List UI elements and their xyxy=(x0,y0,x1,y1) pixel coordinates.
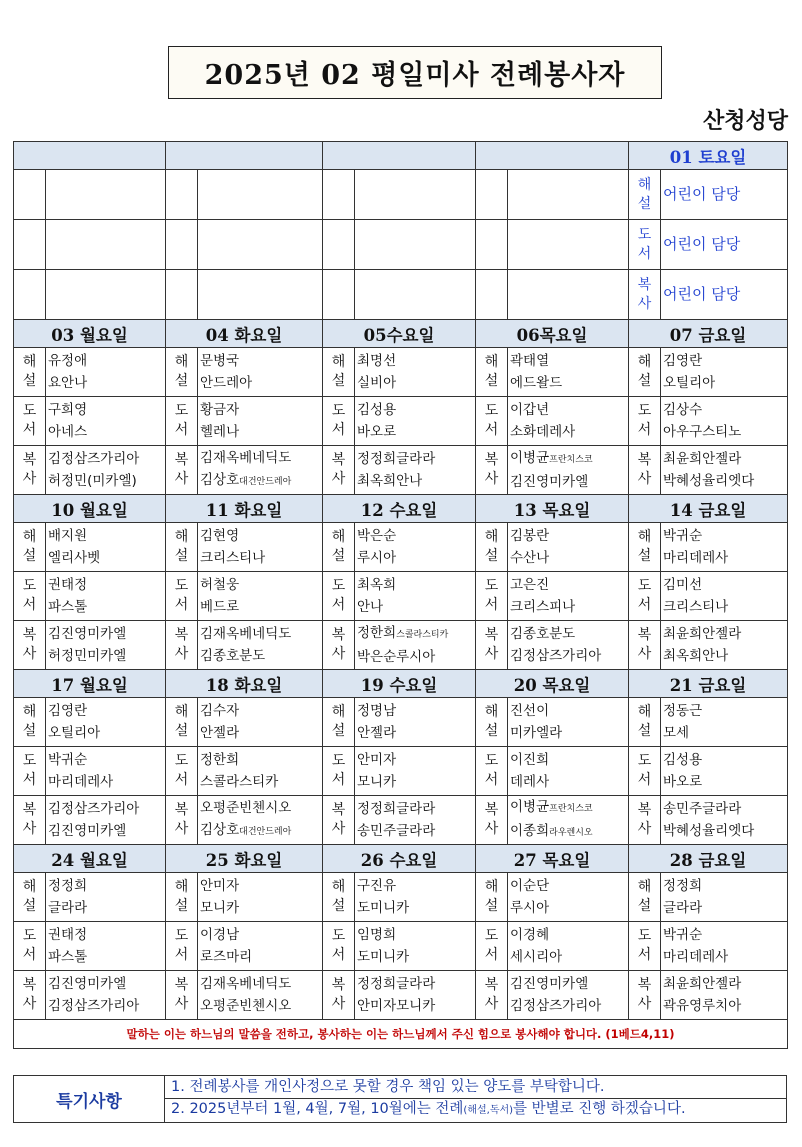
role-label-bok: 복 사 xyxy=(323,796,355,845)
assignment-cell: 진선이 미카엘라 xyxy=(508,698,629,747)
role-label-bok: 복 사 xyxy=(14,621,46,670)
role-label-hae: 해 설 xyxy=(14,873,46,922)
assignment-cell: 김상수 아우구스티노 xyxy=(661,397,788,446)
assignment-cell: 김정삼즈가리아 허정민(미카엘) xyxy=(46,446,166,495)
week0-row-do xyxy=(14,220,788,270)
role-label-hae: 해 설 xyxy=(166,873,198,922)
day-header: 06목요일 xyxy=(476,320,629,348)
assignment-cell: 최옥희 안나 xyxy=(355,572,476,621)
assignment-cell: 김진영미카엘 김정삼즈가리아 xyxy=(508,971,629,1020)
assignment-cell: 박은순 루시아 xyxy=(355,523,476,572)
role-label-hae: 해 설 xyxy=(476,698,508,747)
assignment-cell: 박귀순 마리데레사 xyxy=(661,922,788,971)
day-header: 18 화요일 xyxy=(166,670,323,698)
role-label-do: 도 서 xyxy=(14,572,46,621)
assignment-cell: 황금자 헬레나 xyxy=(198,397,323,446)
role-label-bok: 복 사 xyxy=(14,446,46,495)
assignment-cell: 김영란 오틸리아 xyxy=(46,698,166,747)
role-label-do: 도 서 xyxy=(14,747,46,796)
role-label-bok: 복 사 xyxy=(323,446,355,495)
role-label-hae: 해 설 xyxy=(476,348,508,397)
assignment-cell: 김성용 바오로 xyxy=(661,747,788,796)
role-label-do: 도 서 xyxy=(323,572,355,621)
day-header: 04 화요일 xyxy=(166,320,323,348)
quote-row xyxy=(14,1020,788,1049)
role-label-bok: 복 사 xyxy=(166,446,198,495)
role-label-do: 도 서 xyxy=(629,397,661,446)
day-header: 11 화요일 xyxy=(166,495,323,523)
assignment-cell: 배지원 엘리사벳 xyxy=(46,523,166,572)
assignment-cell: 문병국 안드레아 xyxy=(198,348,323,397)
assignment-cell: 김영란 오틸리아 xyxy=(661,348,788,397)
role-row-bok xyxy=(14,446,788,495)
role-label-hae: 해 설 xyxy=(476,873,508,922)
role-label-hae: 해 설 xyxy=(14,348,46,397)
day-header: 17 월요일 xyxy=(14,670,166,698)
role-label-do: 도 서 xyxy=(323,922,355,971)
assignment-cell: 김재옥베네딕도 오평준빈첸시오 xyxy=(198,971,323,1020)
role-label-hae: 해 설 xyxy=(323,523,355,572)
assignment-cell: 김수자 안젤라 xyxy=(198,698,323,747)
role-row-hae xyxy=(14,523,788,572)
role-label-do: 도 서 xyxy=(166,922,198,971)
role-label-hae: 해 설 xyxy=(629,698,661,747)
role-label-do: 도 서 xyxy=(476,397,508,446)
assignment-cell: 정정희글라라 송민주글라라 xyxy=(355,796,476,845)
role-label-hae: 해 설 xyxy=(166,348,198,397)
role-label-do: 도 서 xyxy=(14,397,46,446)
day-header: 07 금요일 xyxy=(629,320,788,348)
role-label-hae: 해 설 xyxy=(166,523,198,572)
notes-label: 특기사항 xyxy=(14,1076,165,1123)
assignment-cell: 정명남 안젤라 xyxy=(355,698,476,747)
week0-row-bok xyxy=(14,270,788,320)
assignment-cell: 김미선 크리스티나 xyxy=(661,572,788,621)
assignment-cell: 권태정 파스톨 xyxy=(46,922,166,971)
assignment-cell: 고은진 크리스피나 xyxy=(508,572,629,621)
role-label-do: 도 서 xyxy=(166,572,198,621)
assignment-cell: 정한희 스콜라스티카 xyxy=(198,747,323,796)
week-header-row xyxy=(14,495,788,523)
page-title: 2025년 02 평일미사 전례봉사자 xyxy=(168,46,662,99)
role-row-hae xyxy=(14,698,788,747)
assignment-cell: 안미자 모니카 xyxy=(198,873,323,922)
assignment-cell: 정정희 글라라 xyxy=(46,873,166,922)
role-label-bok: 복 사 xyxy=(323,621,355,670)
assignment-cell: 김정삼즈가리아 김진영미카엘 xyxy=(46,796,166,845)
role-label-hae: 해 설 xyxy=(629,348,661,397)
day-header: 12 수요일 xyxy=(323,495,476,523)
assignment-cell: 최윤희안젤라 곽유영루치아 xyxy=(661,971,788,1020)
assignment-cell: 김재옥베네딕도 김종호분도 xyxy=(198,621,323,670)
role-label-do: 도 서 xyxy=(166,747,198,796)
assignment-cell: 최윤희안젤라 박혜성율리엣다 xyxy=(661,446,788,495)
assignment-cell: 어린이 담당 xyxy=(661,270,788,320)
assignment-cell: 정한희스콜라스티카 박은순루시아 xyxy=(355,621,476,670)
day-header: 26 수요일 xyxy=(323,845,476,873)
role-label-hae: 해 설 xyxy=(629,170,661,220)
day-header: 21 금요일 xyxy=(629,670,788,698)
role-label-bok: 복 사 xyxy=(629,971,661,1020)
note-line-1: 1. 전례봉사를 개인사정으로 못할 경우 책임 있는 양도를 부탁합니다. xyxy=(171,1079,605,1095)
role-label-bok: 복 사 xyxy=(476,446,508,495)
assignment-cell: 구진유 도미니카 xyxy=(355,873,476,922)
role-label-do: 도 서 xyxy=(476,572,508,621)
role-label-hae: 해 설 xyxy=(323,348,355,397)
role-row-do xyxy=(14,922,788,971)
day-header: 19 수요일 xyxy=(323,670,476,698)
role-label-bok: 복 사 xyxy=(476,971,508,1020)
schedule-table xyxy=(13,141,788,1049)
role-label-do: 도 서 xyxy=(629,572,661,621)
role-row-bok xyxy=(14,971,788,1020)
role-label-hae: 해 설 xyxy=(476,523,508,572)
role-label-bok: 복 사 xyxy=(476,796,508,845)
week0-row-hae xyxy=(14,170,788,220)
day-header: 24 월요일 xyxy=(14,845,166,873)
assignment-cell: 김진영미카엘 허정민미카엘 xyxy=(46,621,166,670)
role-row-bok xyxy=(14,621,788,670)
week-header-row xyxy=(14,845,788,873)
assignment-cell: 이경혜 세시리아 xyxy=(508,922,629,971)
role-row-do xyxy=(14,397,788,446)
day-header: 20 목요일 xyxy=(476,670,629,698)
assignment-cell: 최명선 실비아 xyxy=(355,348,476,397)
assignment-cell: 안미자 모니카 xyxy=(355,747,476,796)
day-header: 01 토요일 xyxy=(629,142,788,170)
assignment-cell: 김현영 크리스티나 xyxy=(198,523,323,572)
day-header: 28 금요일 xyxy=(629,845,788,873)
assignment-cell: 김봉란 수산나 xyxy=(508,523,629,572)
assignment-cell: 박귀순 마리데레사 xyxy=(661,523,788,572)
assignment-cell: 임명희 도미니카 xyxy=(355,922,476,971)
assignment-cell: 이갑년 소화데레사 xyxy=(508,397,629,446)
role-label-do: 도 서 xyxy=(323,397,355,446)
scripture-quote: 말하는 이는 하느님의 말씀을 전하고, 봉사하는 이는 하느님께서 주신 힘으로 봉사해야 합니다. (1베드4,11) xyxy=(14,1020,788,1049)
role-row-hae xyxy=(14,348,788,397)
week-header-row xyxy=(14,320,788,348)
role-label-do: 도 서 xyxy=(629,747,661,796)
assignment-cell: 권태정 파스톨 xyxy=(46,572,166,621)
role-label-do: 도 서 xyxy=(629,220,661,270)
role-label-bok: 복 사 xyxy=(166,971,198,1020)
role-label-bok: 복 사 xyxy=(166,621,198,670)
role-row-hae xyxy=(14,873,788,922)
day-header: 13 목요일 xyxy=(476,495,629,523)
day-header: 14 금요일 xyxy=(629,495,788,523)
role-row-bok xyxy=(14,796,788,845)
week-header-row xyxy=(14,142,788,170)
assignment-cell: 정동근 모세 xyxy=(661,698,788,747)
day-header: 03 월요일 xyxy=(14,320,166,348)
assignment-cell: 김종호분도 김정삼즈가리아 xyxy=(508,621,629,670)
assignment-cell: 이병균프란치스코 이종희라우렌시오 xyxy=(508,796,629,845)
assignment-cell: 정정희 글라라 xyxy=(661,873,788,922)
assignment-cell: 이순단 루시아 xyxy=(508,873,629,922)
role-label-do: 도 서 xyxy=(476,922,508,971)
church-name: 산청성당 xyxy=(702,108,788,134)
role-label-do: 도 서 xyxy=(323,747,355,796)
role-label-bok: 복 사 xyxy=(166,796,198,845)
assignment-cell: 김성용 바오로 xyxy=(355,397,476,446)
week-header-row xyxy=(14,670,788,698)
role-label-bok: 복 사 xyxy=(14,796,46,845)
assignment-cell: 박귀순 마리데레사 xyxy=(46,747,166,796)
role-label-do: 도 서 xyxy=(629,922,661,971)
assignment-cell: 구희영 아네스 xyxy=(46,397,166,446)
role-label-hae: 해 설 xyxy=(629,873,661,922)
day-header: 10 월요일 xyxy=(14,495,166,523)
day-header: 27 목요일 xyxy=(476,845,629,873)
assignment-cell: 정정희글라라 안미자모니카 xyxy=(355,971,476,1020)
role-label-bok: 복 사 xyxy=(629,796,661,845)
assignment-cell: 어린이 담당 xyxy=(661,220,788,270)
assignment-cell: 오평준빈첸시오 김상호대건안드레아 xyxy=(198,796,323,845)
role-label-bok: 복 사 xyxy=(476,621,508,670)
role-label-hae: 해 설 xyxy=(14,698,46,747)
role-label-do: 도 서 xyxy=(14,922,46,971)
assignment-cell: 유정애 요안나 xyxy=(46,348,166,397)
assignment-cell: 김진영미카엘 김정삼즈가리아 xyxy=(46,971,166,1020)
role-label-bok: 복 사 xyxy=(14,971,46,1020)
role-label-hae: 해 설 xyxy=(323,873,355,922)
day-header: 25 화요일 xyxy=(166,845,323,873)
assignment-cell: 허철웅 베드로 xyxy=(198,572,323,621)
assignment-cell: 정정희글라라 최옥희안나 xyxy=(355,446,476,495)
note-line-2: 2. 2025년부터 1월, 4월, 7월, 10월에는 전례(해설,독서)를 반별로 진행 하겠습니다. xyxy=(165,1098,786,1121)
assignment-cell: 김재옥베네딕도 김상호대건안드레아 xyxy=(198,446,323,495)
role-label-hae: 해 설 xyxy=(629,523,661,572)
role-label-do: 도 서 xyxy=(476,747,508,796)
assignment-cell: 송민주글라라 박혜성율리엣다 xyxy=(661,796,788,845)
role-label-hae: 해 설 xyxy=(14,523,46,572)
role-label-bok: 복 사 xyxy=(629,446,661,495)
role-label-hae: 해 설 xyxy=(166,698,198,747)
day-header: 05수요일 xyxy=(323,320,476,348)
assignment-cell: 이진희 데레사 xyxy=(508,747,629,796)
assignment-cell: 곽태열 에드왈드 xyxy=(508,348,629,397)
notes-table xyxy=(13,1075,787,1123)
assignment-cell: 어린이 담당 xyxy=(661,170,788,220)
role-label-do: 도 서 xyxy=(166,397,198,446)
notes-content xyxy=(165,1076,787,1123)
assignment-cell: 최윤희안젤라 최옥희안나 xyxy=(661,621,788,670)
role-row-do xyxy=(14,747,788,796)
role-label-bok: 복 사 xyxy=(629,270,661,320)
role-label-hae: 해 설 xyxy=(323,698,355,747)
role-label-bok: 복 사 xyxy=(323,971,355,1020)
role-row-do xyxy=(14,572,788,621)
role-label-bok: 복 사 xyxy=(629,621,661,670)
assignment-cell: 이경남 로즈마리 xyxy=(198,922,323,971)
assignment-cell: 이병균프란치스코 김진영미카엘 xyxy=(508,446,629,495)
